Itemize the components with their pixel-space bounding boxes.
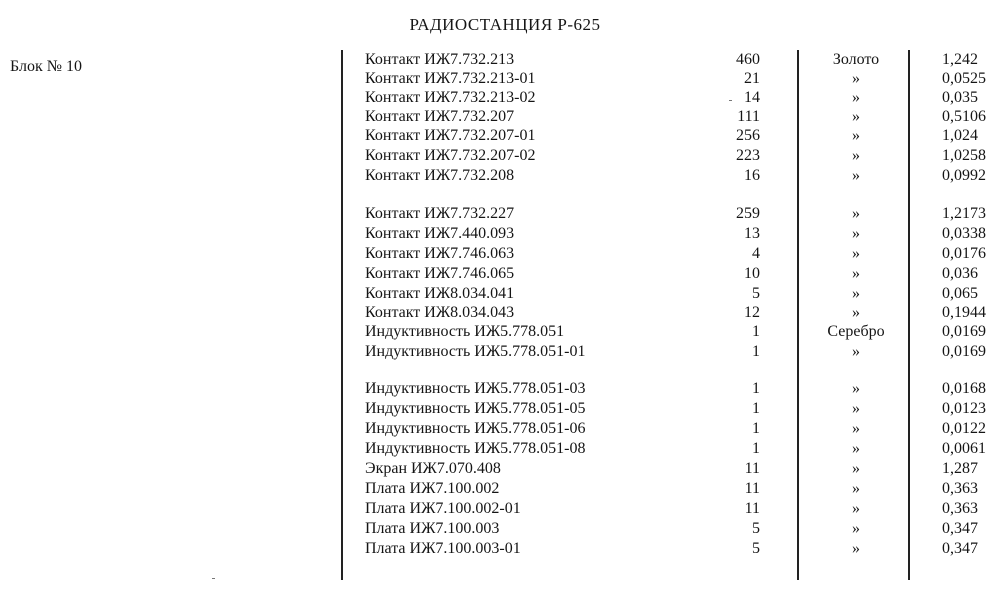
precious-metal: »	[852, 147, 860, 164]
metal-mass: 0,363	[942, 500, 978, 517]
precious-metal: »	[852, 245, 860, 262]
part-quantity: 11	[744, 460, 760, 477]
precious-metal: »	[852, 285, 860, 302]
metal-mass: 0,0176	[942, 245, 986, 262]
metal-mass: 1,024	[942, 127, 978, 144]
part-name: Контакт ИЖ7.732.207	[365, 108, 515, 125]
precious-metal: »	[852, 167, 860, 184]
precious-metal: »	[852, 108, 860, 125]
part-quantity: 21	[744, 70, 760, 87]
part-quantity: 5	[752, 540, 760, 557]
precious-metal: »	[852, 460, 860, 477]
part-name: Экран ИЖ7.070.408	[365, 460, 501, 477]
precious-metal: »	[852, 400, 860, 417]
print-speck	[212, 578, 215, 579]
metal-mass: 0,347	[942, 540, 978, 557]
metal-mass: 0,0992	[942, 167, 986, 184]
table-row	[0, 284, 1000, 303]
part-name: Контакт ИЖ7.732.213-02	[365, 89, 536, 106]
metal-mass: 0,0169	[942, 323, 986, 340]
part-name: Индуктивность ИЖ5.778.051-06	[365, 420, 586, 437]
part-quantity: 1	[752, 323, 760, 340]
precious-metal: »	[852, 520, 860, 537]
part-quantity: 1	[752, 343, 760, 360]
metal-mass: 1,0258	[942, 147, 986, 164]
precious-metal: »	[852, 440, 860, 457]
part-quantity: 223	[736, 147, 760, 164]
metal-mass: 0,0338	[942, 225, 986, 242]
part-quantity: 5	[752, 285, 760, 302]
table-row	[0, 479, 1000, 498]
table-row	[0, 439, 1000, 458]
table-row	[0, 88, 1000, 107]
table-row	[0, 399, 1000, 418]
part-quantity: 12	[744, 304, 760, 321]
table-row	[0, 419, 1000, 438]
precious-metal: »	[852, 265, 860, 282]
part-quantity: 5	[752, 520, 760, 537]
precious-metal: »	[852, 480, 860, 497]
part-name: Индуктивность ИЖ5.778.051-05	[365, 400, 586, 417]
part-quantity: 111	[737, 108, 760, 125]
precious-metal: »	[852, 500, 860, 517]
part-name: Контакт ИЖ7.732.227	[365, 205, 515, 222]
table-row	[0, 342, 1000, 361]
table-row	[0, 539, 1000, 558]
metal-mass: 0,0123	[942, 400, 986, 417]
metal-mass: 0,035	[942, 89, 978, 106]
part-name: Контакт ИЖ7.746.065	[365, 265, 515, 282]
metal-mass: 1,287	[942, 460, 978, 477]
metal-mass: 0,0169	[942, 343, 986, 360]
part-quantity: 11	[744, 480, 760, 497]
part-quantity: 10	[744, 265, 760, 282]
part-name: Индуктивность ИЖ5.778.051-01	[365, 343, 586, 360]
metal-mass: 0,065	[942, 285, 978, 302]
part-name: Контакт ИЖ7.732.213	[365, 51, 515, 68]
part-name: Контакт ИЖ8.034.041	[365, 285, 515, 302]
precious-metal: »	[852, 225, 860, 242]
precious-metal: »	[852, 380, 860, 397]
metal-mass: 0,036	[942, 265, 978, 282]
precious-metal: »	[852, 127, 860, 144]
table-row	[0, 204, 1000, 223]
metal-mass: 0,0168	[942, 380, 986, 397]
part-name: Контакт ИЖ7.746.063	[365, 245, 515, 262]
part-name: Плата ИЖ7.100.003-01	[365, 540, 521, 557]
metal-mass: 0,1944	[942, 304, 986, 321]
part-name: Контакт ИЖ7.732.208	[365, 167, 515, 184]
part-name: Контакт ИЖ7.732.207-01	[365, 127, 536, 144]
table-row	[0, 224, 1000, 243]
table-row	[0, 50, 1000, 69]
part-name: Индуктивность ИЖ5.778.051	[365, 323, 565, 340]
precious-metal: Золото	[832, 51, 880, 68]
part-name: Контакт ИЖ7.732.207-02	[365, 147, 536, 164]
part-quantity: 460	[736, 51, 760, 68]
table-row	[0, 264, 1000, 283]
part-name: Контакт ИЖ7.732.213-01	[365, 70, 536, 87]
part-name: Плата ИЖ7.100.002	[365, 480, 500, 497]
part-name: Индуктивность ИЖ5.778.051-03	[365, 380, 586, 397]
table-row	[0, 244, 1000, 263]
table-row	[0, 166, 1000, 185]
part-quantity: 1	[752, 440, 760, 457]
part-name: Индуктивность ИЖ5.778.051-08	[365, 440, 586, 457]
part-quantity: 1	[752, 400, 760, 417]
part-quantity: 1	[752, 420, 760, 437]
precious-metal: »	[852, 70, 860, 87]
metal-mass: 1,2173	[942, 205, 986, 222]
part-name: Плата ИЖ7.100.002-01	[365, 500, 521, 517]
metal-mass: 0,0525	[942, 70, 986, 87]
part-quantity: 259	[736, 205, 760, 222]
precious-metal: »	[852, 343, 860, 360]
precious-metal: »	[852, 89, 860, 106]
part-quantity: 11	[744, 500, 760, 517]
part-name: Контакт ИЖ7.440.093	[365, 225, 515, 242]
table-row	[0, 146, 1000, 165]
part-name: Плата ИЖ7.100.003	[365, 520, 500, 537]
part-quantity: 13	[744, 225, 760, 242]
table-row	[0, 107, 1000, 126]
table-row	[0, 499, 1000, 518]
metal-mass: 1,242	[942, 51, 978, 68]
page-title: РАДИОСТАНЦИЯ Р-625	[409, 15, 601, 34]
part-quantity: 256	[736, 127, 760, 144]
metal-mass: 0,347	[942, 520, 978, 537]
precious-metal: »	[852, 540, 860, 557]
part-quantity: 4	[752, 245, 760, 262]
part-quantity: 16	[744, 167, 760, 184]
table-row	[0, 69, 1000, 88]
table-row	[0, 303, 1000, 322]
metal-mass: 0,0061	[942, 440, 986, 457]
table-row	[0, 459, 1000, 478]
metal-mass: 0,5106	[942, 108, 986, 125]
block-label: Блок № 10	[10, 58, 82, 75]
precious-metal: »	[852, 205, 860, 222]
metal-mass: 0,363	[942, 480, 978, 497]
part-name: Контакт ИЖ8.034.043	[365, 304, 515, 321]
precious-metal: »	[852, 420, 860, 437]
table-row	[0, 519, 1000, 538]
part-quantity: 14	[744, 89, 760, 106]
precious-metal: »	[852, 304, 860, 321]
part-quantity: 1	[752, 380, 760, 397]
table-row	[0, 379, 1000, 398]
table-row	[0, 322, 1000, 341]
table-row	[0, 126, 1000, 145]
metal-mass: 0,0122	[942, 420, 986, 437]
precious-metal: Серебро	[827, 323, 885, 340]
